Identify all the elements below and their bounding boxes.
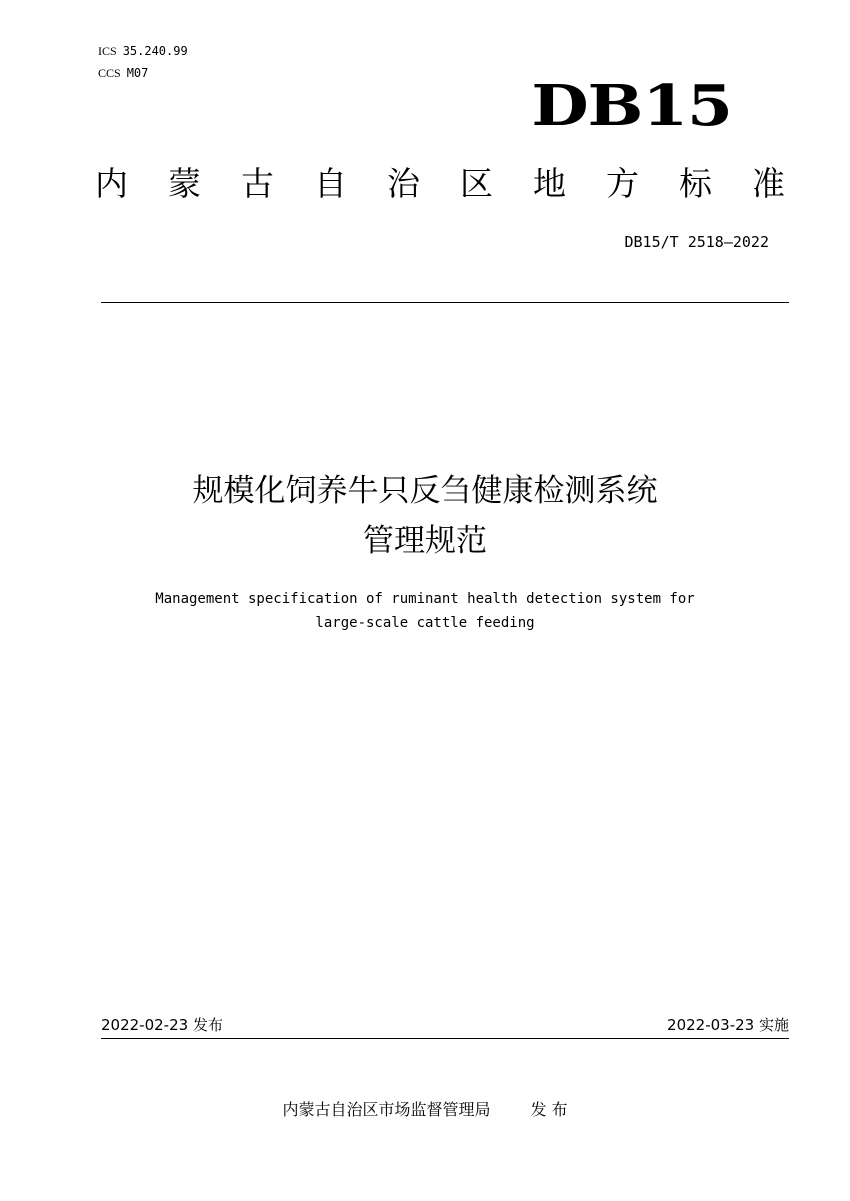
chinese-title xyxy=(0,466,850,566)
english-title-line-2: large-scale cattle feeding xyxy=(315,615,535,631)
standard-type-char: 内 xyxy=(95,164,128,203)
ccs-code xyxy=(98,62,188,84)
standard-code: DB15/T 2518—2022 xyxy=(624,233,769,251)
standard-type-char: 标 xyxy=(679,164,712,203)
standard-type-heading xyxy=(95,162,785,206)
standard-type-char: 治 xyxy=(387,164,420,203)
english-title-line-1: Management specification of ruminant health detection system for xyxy=(155,591,695,607)
db15-logo: DB15 xyxy=(531,73,732,139)
publisher-action: 发 布 xyxy=(530,1100,568,1119)
standard-type-char: 蒙 xyxy=(168,164,201,203)
standard-type-char: 方 xyxy=(606,164,639,203)
standard-type-char: 自 xyxy=(314,164,347,203)
ics-code xyxy=(98,40,188,62)
standard-type-char: 区 xyxy=(460,164,493,203)
english-title xyxy=(0,587,850,635)
top-divider xyxy=(101,302,789,303)
classification-codes xyxy=(98,40,188,84)
ics-value: 35.240.99 xyxy=(122,44,188,58)
standard-type-char: 地 xyxy=(533,164,566,203)
implementation-date: 2022-03-23 实施 xyxy=(667,1016,789,1034)
ccs-value: M07 xyxy=(126,66,149,80)
publisher-name: 内蒙古自治区市场监督管理局 xyxy=(282,1100,491,1119)
chinese-title-line-1: 规模化饲养牛只反刍健康检测系统 xyxy=(192,473,658,509)
standard-type-char: 准 xyxy=(752,164,785,203)
ics-label: ICS xyxy=(98,44,117,58)
ccs-label: CCS xyxy=(98,66,121,80)
issue-date: 2022-02-23 发布 xyxy=(101,1016,223,1034)
standard-type-char: 古 xyxy=(241,164,274,203)
publisher-line xyxy=(0,1097,850,1123)
chinese-title-line-2: 管理规范 xyxy=(363,523,487,559)
bottom-divider xyxy=(101,1038,789,1039)
